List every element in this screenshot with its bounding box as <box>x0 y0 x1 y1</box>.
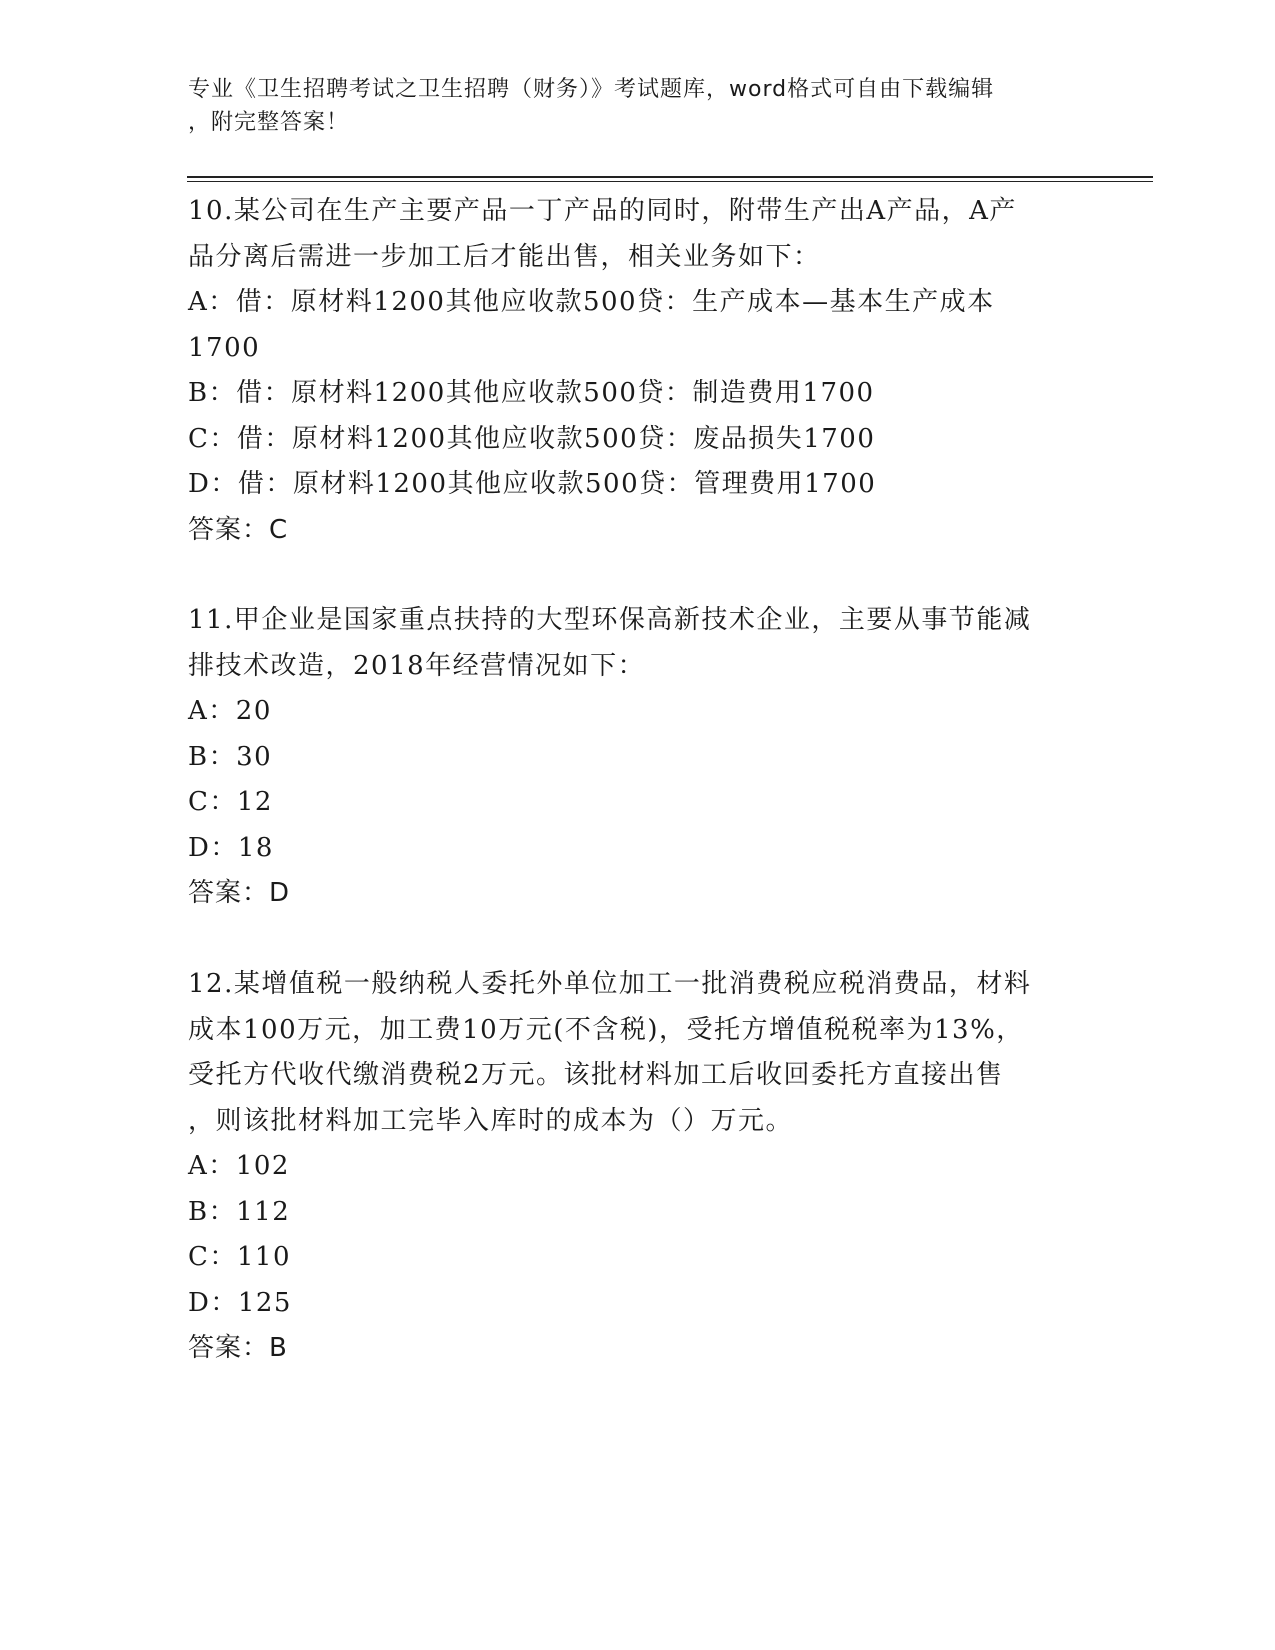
answer-line: 答案：D <box>188 878 291 908</box>
question-11 <box>188 598 1088 917</box>
option-c: C：110 <box>188 1242 292 1272</box>
document-header <box>188 73 1068 139</box>
question-stem-line: 排技术改造，2018年经营情况如下： <box>188 650 646 681</box>
option-d: D：18 <box>188 832 274 863</box>
question-stem-line: 12.某增值税一般纳税人委托外单位加工一批消费税应税消费品，材料 <box>188 969 1032 999</box>
option-b: B：112 <box>188 1196 291 1227</box>
option-a-continued: 1700 <box>188 332 261 363</box>
answer-line: 答案：B <box>188 1333 288 1363</box>
option-c: C：12 <box>188 787 273 817</box>
option-a: A：借：原材料1200其他应收款500贷：生产成本—基本生产成本 <box>188 287 995 317</box>
question-stem-line: 10.某公司在生产主要产品一丁产品的同时，附带生产出A产品，A产 <box>188 196 1017 226</box>
question-stem-line: 受托方代收代缴消费税2万元。该批材料加工后收回委托方直接出售 <box>188 1060 1004 1090</box>
option-a: A：102 <box>188 1151 290 1181</box>
header-line-2: ，附完整答案！ <box>188 110 350 135</box>
option-b: B：借：原材料1200其他应收款500贷：制造费用1700 <box>188 378 875 408</box>
option-d: D：借：原材料1200其他应收款500贷：管理费用1700 <box>188 469 877 499</box>
option-b: B：30 <box>188 741 273 772</box>
option-c: C：借：原材料1200其他应收款500贷：废品损失1700 <box>188 423 876 454</box>
header-divider <box>187 176 1153 178</box>
question-stem-line: ，则该批材料加工完毕入库时的成本为（）万元。 <box>188 1105 794 1136</box>
header-divider-thin <box>187 181 1153 182</box>
option-a: A：20 <box>188 696 272 726</box>
question-12 <box>188 962 1088 1372</box>
question-10 <box>188 189 1088 553</box>
question-stem-line: 品分离后需进一步加工后才能出售，相关业务如下： <box>188 241 821 272</box>
question-stem-line: 成本100万元，加工费10万元(不含税)，受托方增值税税率为13%， <box>188 1014 1024 1045</box>
header-line-1: 专业《卫生招聘考试之卫生招聘（财务）》考试题库，word格式可自由下载编辑 <box>188 77 995 102</box>
option-d: D：125 <box>188 1287 292 1318</box>
question-stem-line: 11.甲企业是国家重点扶持的大型环保高新技术企业，主要从事节能减 <box>188 605 1032 635</box>
answer-line: 答案：C <box>188 514 289 545</box>
